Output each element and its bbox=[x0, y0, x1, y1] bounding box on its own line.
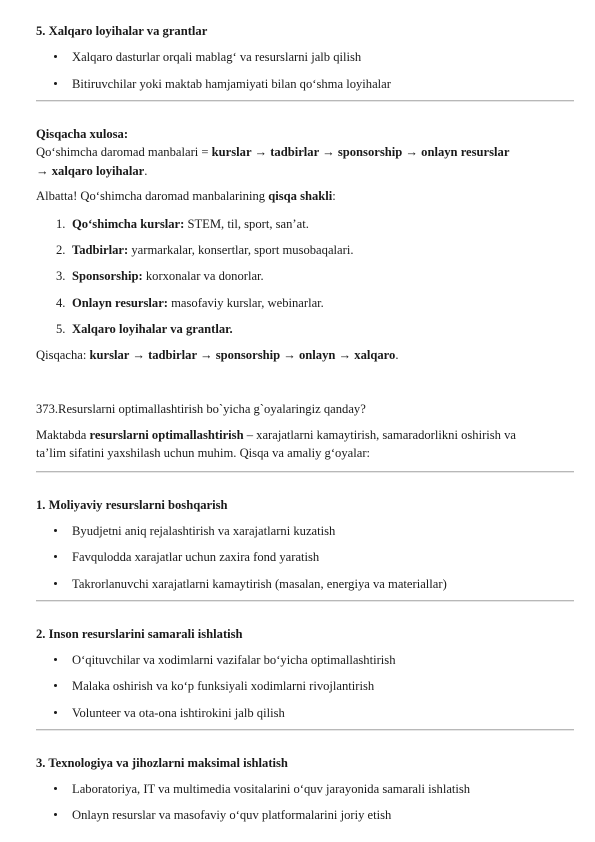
summary-intro bbox=[36, 188, 336, 204]
item-rest: korxonalar va donorlar. bbox=[142, 269, 264, 283]
short-prefix: Qisqacha: bbox=[36, 348, 90, 362]
item-number: 4. bbox=[56, 296, 66, 310]
list-item-text: Volunteer va ota-ona ishtirokini jalb qilish bbox=[72, 706, 285, 720]
item-rest: STEM, til, sport, san’at. bbox=[184, 217, 309, 231]
divider bbox=[36, 100, 574, 102]
item-text bbox=[72, 268, 264, 284]
item-text bbox=[72, 242, 353, 258]
list-item-text: Malaka oshirish va ko‘p funksiyali xodimlarni rivojlantirish bbox=[72, 679, 375, 693]
list-item-text: Laboratoriya, IT va multimedia vositalarini o‘quv jarayonida samarali ishlatish bbox=[72, 782, 471, 796]
bullet-icon bbox=[54, 711, 57, 714]
summary-chain: kurslar → tadbirlar → sponsorship → onlayn resurslar bbox=[211, 145, 510, 159]
summary-line bbox=[36, 163, 147, 179]
item-number: 3. bbox=[56, 269, 66, 283]
item-rest: yarmarkalar, konsertlar, sport musobaqalari. bbox=[128, 243, 354, 257]
item-bold: Tadbirlar: bbox=[72, 243, 129, 257]
bullet-icon bbox=[54, 582, 57, 585]
question-text: 373.Resurslarni optimallashtirish bo`yicha g`oyalaringiz qanday? bbox=[36, 402, 366, 416]
section-heading: 5. Xalqaro loyihalar va grantlar bbox=[36, 24, 208, 38]
divider bbox=[36, 729, 574, 731]
item-bold: Xalqaro loyihalar va grantlar. bbox=[72, 322, 233, 336]
bullet-icon bbox=[54, 813, 57, 816]
summary-short bbox=[36, 347, 399, 363]
list-item-text: Byudjetni aniq rejalashtirish va xarajatlarni kuzatish bbox=[72, 524, 336, 538]
bullet-icon bbox=[54, 529, 57, 532]
intro-prefix: Albatta! Qo‘shimcha daromad manbalarining bbox=[36, 189, 269, 203]
summary-suffix: . bbox=[144, 164, 148, 178]
short-chain: kurslar → tadbirlar → sponsorship → onlayn → xalqaro bbox=[89, 348, 396, 362]
item-rest: masofaviy kurslar, webinarlar. bbox=[167, 296, 324, 310]
list-item-text: Takrorlanuvchi xarajatlarni kamaytirish (masalan, energiya va materiallar) bbox=[72, 577, 447, 591]
list-item-text: Onlayn resurslar va masofaviy o‘quv platformalarini joriy etish bbox=[72, 808, 392, 822]
summary-prefix: Qo‘shimcha daromad manbalari = bbox=[36, 145, 212, 159]
section-heading: 1. Moliyaviy resurslarni boshqarish bbox=[36, 498, 228, 512]
divider bbox=[36, 471, 574, 473]
item-number: 2. bbox=[56, 243, 66, 257]
bullet-icon bbox=[54, 658, 57, 661]
item-text bbox=[72, 216, 309, 232]
item-bold: Qo‘shimcha kurslar: bbox=[72, 217, 185, 231]
answer-prefix: Maktabda bbox=[36, 428, 90, 442]
bullet-icon bbox=[54, 82, 57, 85]
intro-bold: qisqa shakli bbox=[268, 189, 333, 203]
answer-line: ta’lim sifatini yaxshilash uchun muhim. Qisqa va amaliy g‘oyalar: bbox=[36, 446, 371, 460]
summary-chain-end: → xalqaro loyihalar bbox=[36, 164, 145, 178]
answer-bold: resurslarni optimallashtirish bbox=[89, 428, 244, 442]
short-suffix: . bbox=[395, 348, 399, 362]
item-bold: Onlayn resurslar: bbox=[72, 296, 168, 310]
list-item-text: Xalqaro dasturlar orqali mablag‘ va resurslarni jalb qilish bbox=[72, 50, 362, 64]
section-heading: 3. Texnologiya va jihozlarni maksimal ishlatish bbox=[36, 756, 288, 770]
answer-suffix: – xarajatlarni kamaytirish, samaradorlikni oshirish va bbox=[243, 428, 517, 442]
item-text bbox=[72, 321, 233, 337]
summary-line bbox=[36, 144, 509, 160]
list-item-text: Bitiruvchilar yoki maktab hamjamiyati bilan qo‘shma loyihalar bbox=[72, 77, 391, 91]
bullet-icon bbox=[54, 555, 57, 558]
item-bold: Sponsorship: bbox=[72, 269, 143, 283]
bullet-icon bbox=[54, 684, 57, 687]
bullet-icon bbox=[54, 55, 57, 58]
divider bbox=[36, 600, 574, 602]
answer-line bbox=[36, 427, 516, 443]
item-text bbox=[72, 295, 324, 311]
list-item-text: Favqulodda xarajatlar uchun zaxira fond yaratish bbox=[72, 550, 320, 564]
summary-title: Qisqacha xulosa: bbox=[36, 127, 129, 141]
item-number: 5. bbox=[56, 322, 66, 336]
list-item-text: O‘qituvchilar va xodimlarni vazifalar bo‘yicha optimallashtirish bbox=[72, 653, 396, 667]
bullet-icon bbox=[54, 787, 57, 790]
item-number: 1. bbox=[56, 217, 66, 231]
intro-suffix: : bbox=[332, 189, 336, 203]
section-heading: 2. Inson resurslarini samarali ishlatish bbox=[36, 627, 243, 641]
